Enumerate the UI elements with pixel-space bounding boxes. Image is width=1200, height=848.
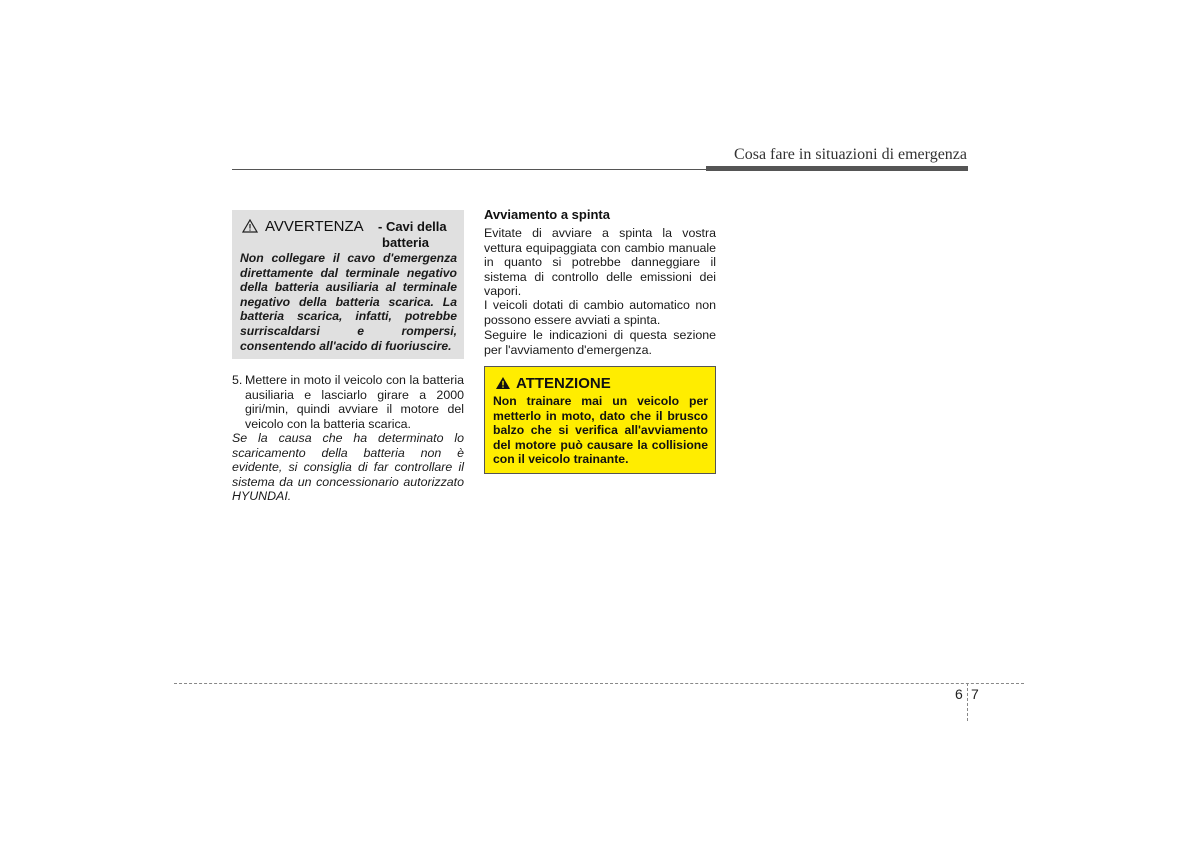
- caution-triangle-icon: [495, 376, 511, 390]
- warning-subtitle-line2: batteria: [382, 235, 429, 250]
- step-number: 5.: [232, 373, 243, 387]
- page-number: 7: [971, 686, 979, 702]
- step-item: [232, 373, 464, 431]
- note-text: Se la causa che ha determinato lo scaricamento della batteria non è evidente, si consiglia di far controllare il sistema da un concessionario autorizzato HYUNDAI.: [232, 431, 464, 503]
- warning-box: [232, 210, 464, 359]
- warning-header: [240, 217, 457, 251]
- paragraph-automatic-gearbox: I veicoli dotati di cambio automatico non possono essere avviati a spinta.: [484, 298, 716, 327]
- paragraph-emergency-start: Seguire le indicazioni di questa sezione per l'avviamento d'emergenza.: [484, 328, 716, 357]
- warning-text: Non collegare il cavo d'emergenza direttamente dal terminale negativo della batteria ausiliaria al terminale negativo della batteria scarica. La batteria scarica, infatti, potrebbe surriscaldarsi e rompersi, consentendo all'acido di fuoriuscire.: [240, 251, 457, 353]
- caution-text: Non trainare mai un veicolo per metterlo in moto, dato che il brusco balzo che si verifica all'avviamento del motore può causare la collisione con il veicolo trainante.: [493, 394, 708, 467]
- chapter-number: 6: [955, 686, 963, 702]
- warning-subtitle: - Cavi della: [378, 219, 447, 234]
- paragraph-manual-gearbox: Evitate di avviare a spinta la vostra vettura equipaggiata con cambio manuale in quanto si potrebbe danneggiare il sistema di controllo delle emissioni dei vapori.: [484, 226, 716, 298]
- footer-divider: [174, 683, 1024, 684]
- page-header-title: Cosa fare in situazioni di emergenza: [734, 146, 967, 163]
- caution-label: ATTENZIONE: [516, 375, 611, 392]
- caution-header: [493, 374, 708, 394]
- step-text: Mettere in moto il veicolo con la batteria ausiliaria e lasciarlo girare a 2000 giri/min, quindi avviare il motore del veicolo con la batteria scarica.: [245, 373, 464, 431]
- header-rule-accent: [706, 166, 968, 171]
- footer-page-divider: [967, 683, 968, 721]
- caution-box: [484, 366, 716, 474]
- warning-label: AVVERTENZA: [265, 218, 364, 235]
- warning-triangle-icon: [242, 219, 258, 233]
- section-heading: Avviamento a spinta: [484, 207, 610, 222]
- header-rule: [232, 169, 706, 170]
